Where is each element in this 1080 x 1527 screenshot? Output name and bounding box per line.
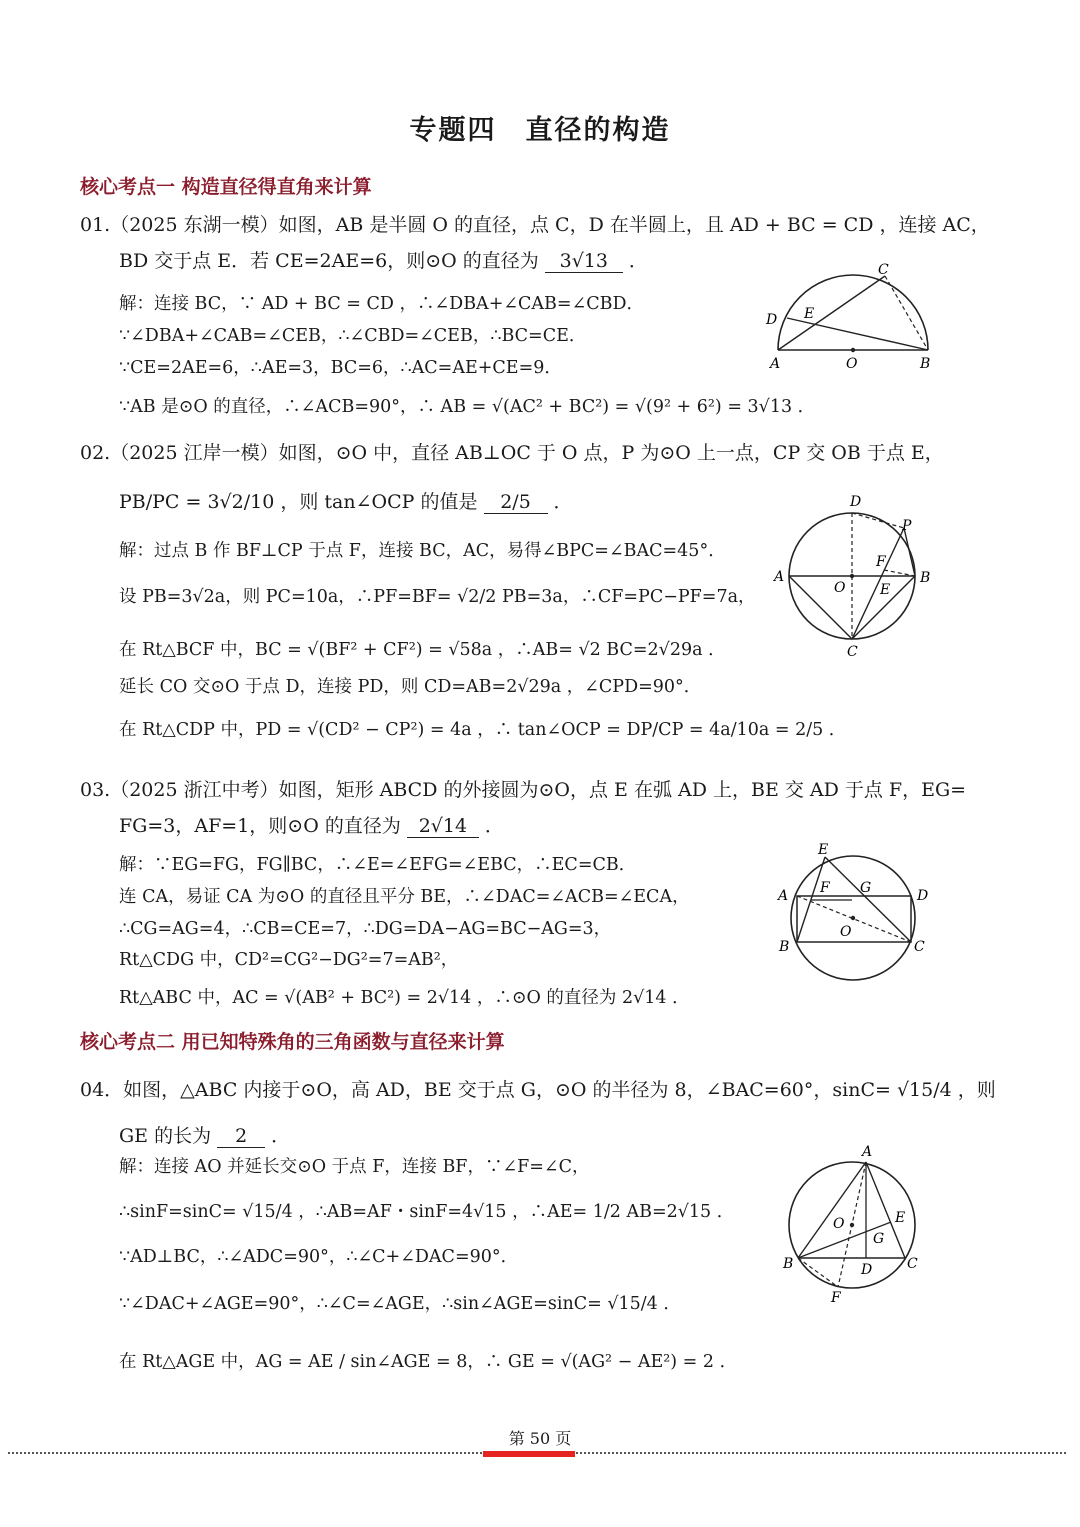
q2-label-a: A bbox=[774, 569, 785, 585]
q4-center-o bbox=[850, 1223, 854, 1227]
q3-label-b: B bbox=[779, 939, 790, 955]
q3-label-d: D bbox=[917, 888, 929, 904]
q4-figure bbox=[775, 1140, 935, 1310]
section-heading-2: 核心考点二 用已知特殊角的三角函数与直径来计算 bbox=[80, 1031, 505, 1053]
q3-sol-1: 解：∵EG=FG，FG∥BC，∴∠E=∠EFG=∠EBC，∴EC=CB． bbox=[119, 855, 637, 875]
q1-label-b: B bbox=[920, 356, 931, 372]
q2-answer: 2/5 bbox=[484, 491, 548, 514]
q2-label-f: F bbox=[876, 554, 886, 570]
q1-label-c: C bbox=[878, 262, 889, 278]
q1-sol-3: ∵CE=2AE=6，∴AE=3，BC=6，∴AC=AE+CE=9． bbox=[119, 358, 562, 378]
q1-label-a: A bbox=[770, 356, 781, 372]
q4-text: GE 的长为 bbox=[119, 1125, 212, 1147]
q4-label-a: A bbox=[862, 1144, 873, 1160]
q2-label-d: D bbox=[850, 494, 862, 510]
q3-center-o bbox=[851, 916, 855, 920]
q2-segment-pb bbox=[904, 528, 915, 576]
q2-sol-5: 在 Rt△CDP 中，PD = √(CD² − CP²) = 4a ，∴ tan∠OCP = DP/CP = 4a/10a = 2/5 ． bbox=[119, 720, 847, 740]
q2-segment-cp bbox=[852, 528, 904, 639]
q4-label-o: O bbox=[833, 1216, 845, 1232]
q3-sol-3: ∴CG=AG=4，∴CB=CE=7，∴DG=DA−AG=BC−AG=3， bbox=[119, 919, 612, 939]
q4-line-2: GE 的长为 2 ． bbox=[119, 1125, 291, 1147]
q3-label-f: F bbox=[820, 880, 830, 896]
q4-sol-5: 在 Rt△AGE 中，AG = AE / sin∠AGE = 8，∴ GE = √(AG² − AE²) = 2 ． bbox=[119, 1352, 738, 1372]
q1-text: BD 交于点 E．若 CE=2AE=6，则⊙O 的直径为 bbox=[119, 250, 539, 272]
q1-figure bbox=[760, 258, 940, 373]
q3-label-e: E bbox=[818, 842, 829, 858]
q1-line-1: 01.（2025 东湖一模）如图，AB 是半圆 O 的直径，点 C，D 在半圆上，且 AD + BC = CD ，连接 AC， bbox=[80, 214, 990, 236]
q3-label-o: O bbox=[840, 924, 852, 940]
q1-line-2: BD 交于点 E．若 CE=2AE=6，则⊙O 的直径为 3√13 ． bbox=[119, 250, 648, 272]
q2-label-b: B bbox=[920, 570, 931, 586]
q1-sol-1: 解：连接 BC，∵ AD + BC = CD ，∴∠DBA+∠CAB=∠CBD． bbox=[119, 294, 645, 314]
q3-line-2: FG=3，AF=1，则⊙O 的直径为 2√14 ． bbox=[119, 815, 504, 837]
q2-label-p: P bbox=[902, 518, 912, 534]
footer-red-bar bbox=[483, 1451, 575, 1457]
section-heading-1: 核心考点一 构造直径得直角来计算 bbox=[80, 176, 372, 198]
q2-center-o bbox=[850, 574, 854, 578]
q4-answer: 2 bbox=[217, 1125, 265, 1148]
q3-text: FG=3，AF=1，则⊙O 的直径为 bbox=[119, 815, 401, 837]
q1-segment-bd bbox=[787, 318, 928, 350]
q2-segment-dp bbox=[852, 513, 904, 528]
q2-line-2: PB/PC = 3√2/10 ，则 tan∠OCP 的值是 2/5 ． bbox=[119, 491, 573, 513]
q4-sol-1: 解：连接 AO 并延长交⊙O 于点 F，连接 BF，∵∠F=∠C， bbox=[119, 1157, 590, 1177]
page-title: 专题四 直径的构造 bbox=[409, 115, 671, 146]
q3-sol-4: Rt△CDG 中，CD²=CG²−DG²=7=AB²， bbox=[119, 950, 459, 970]
q3-line-1: 03.（2025 浙江中考）如图，矩形 ABCD 的外接圆为⊙O，点 E 在弧 AD 上，BE 交 AD 于点 F，EG= bbox=[80, 779, 967, 801]
q4-label-g: G bbox=[873, 1231, 885, 1247]
q4-sol-4: ∵∠DAC+∠AGE=90°，∴∠C=∠AGE，∴sin∠AGE=sinC= √15/4 ． bbox=[119, 1294, 681, 1314]
q1-label-o: O bbox=[846, 356, 858, 372]
q1-sol-2: ∵∠DBA+∠CAB=∠CEB，∴∠CBD=∠CEB，∴BC=CE． bbox=[119, 326, 587, 346]
q4-label-c: C bbox=[907, 1256, 918, 1272]
q2-figure bbox=[770, 490, 940, 660]
q1-center-o bbox=[851, 348, 855, 352]
q4-label-f: F bbox=[831, 1290, 841, 1306]
q4-label-b: B bbox=[783, 1256, 794, 1272]
q2-label-o: O bbox=[834, 580, 846, 596]
q2-segment-bf bbox=[884, 570, 915, 576]
q1-label-e: E bbox=[804, 306, 815, 322]
q1-segment-bc bbox=[885, 276, 928, 350]
q1-label-d: D bbox=[766, 312, 778, 328]
q3-label-c: C bbox=[914, 939, 925, 955]
q2-label-e: E bbox=[880, 582, 891, 598]
page-number: 第 50 页 bbox=[508, 1429, 572, 1448]
q4-segment-bf bbox=[798, 1258, 838, 1287]
q1-semicircle bbox=[778, 275, 928, 350]
q1-segment-ac bbox=[778, 276, 885, 350]
q3-label-g: G bbox=[860, 880, 872, 896]
q2-sol-3: 在 Rt△BCF 中，BC = √(BF² + CF²) = √58a ，∴AB= √2 BC=2√29a ． bbox=[119, 640, 726, 660]
q3-figure bbox=[770, 840, 940, 990]
q3-answer: 2√14 bbox=[407, 815, 479, 838]
q2-sol-1: 解：过点 B 作 BF⊥CP 于点 F，连接 BC，AC，易得∠BPC=∠BAC=45°． bbox=[119, 541, 726, 561]
q3-sol-5: Rt△ABC 中，AC = √(AB² + BC²) = 2√14 ，∴⊙O 的直径为 2√14 ． bbox=[119, 988, 690, 1008]
q3-label-a: A bbox=[778, 888, 789, 904]
q2-text: PB/PC = 3√2/10 ，则 tan∠OCP 的值是 bbox=[119, 491, 478, 513]
q2-sol-2: 设 PB=3√2a，则 PC=10a，∴PF=BF= √2/2 PB=3a，∴CF=PC−PF=7a， bbox=[119, 587, 756, 607]
q4-label-d: D bbox=[861, 1262, 873, 1278]
q1-answer: 3√13 bbox=[545, 250, 623, 273]
q4-label-e: E bbox=[895, 1210, 906, 1226]
q3-sol-2: 连 CA，易证 CA 为⊙O 的直径且平分 BE，∴∠DAC=∠ACB=∠ECA， bbox=[119, 887, 690, 907]
q2-line-1: 02.（2025 江岸一模）如图，⊙O 中，直径 AB⊥OC 于 O 点，P 为⊙O 上一点，CP 交 OB 于点 E， bbox=[80, 442, 944, 464]
q4-sol-3: ∵AD⊥BC，∴∠ADC=90°，∴∠C+∠DAC=90°． bbox=[119, 1247, 519, 1267]
q2-sol-4: 延长 CO 交⊙O 于点 D，连接 PD，则 CD=AB=2√29a ，∠CPD=90°． bbox=[119, 677, 702, 697]
q4-sol-2: ∴sinF=sinC= √15/4 ，∴AB=AF・sinF=4√15 ，∴AE= 1/2 AB=2√15 ． bbox=[119, 1202, 735, 1222]
q2-label-c: C bbox=[847, 644, 858, 660]
q1-sol-4: ∵AB 是⊙O 的直径，∴∠ACB=90°，∴ AB = √(AC² + BC²) = √(9² + 6²) = 3√13 ． bbox=[119, 397, 816, 417]
q4-line-1: 04．如图，△ABC 内接于⊙O，高 AD，BE 交于点 G，⊙O 的半径为 8，∠BAC=60°，sinC= √15/4 ，则 bbox=[80, 1079, 996, 1101]
